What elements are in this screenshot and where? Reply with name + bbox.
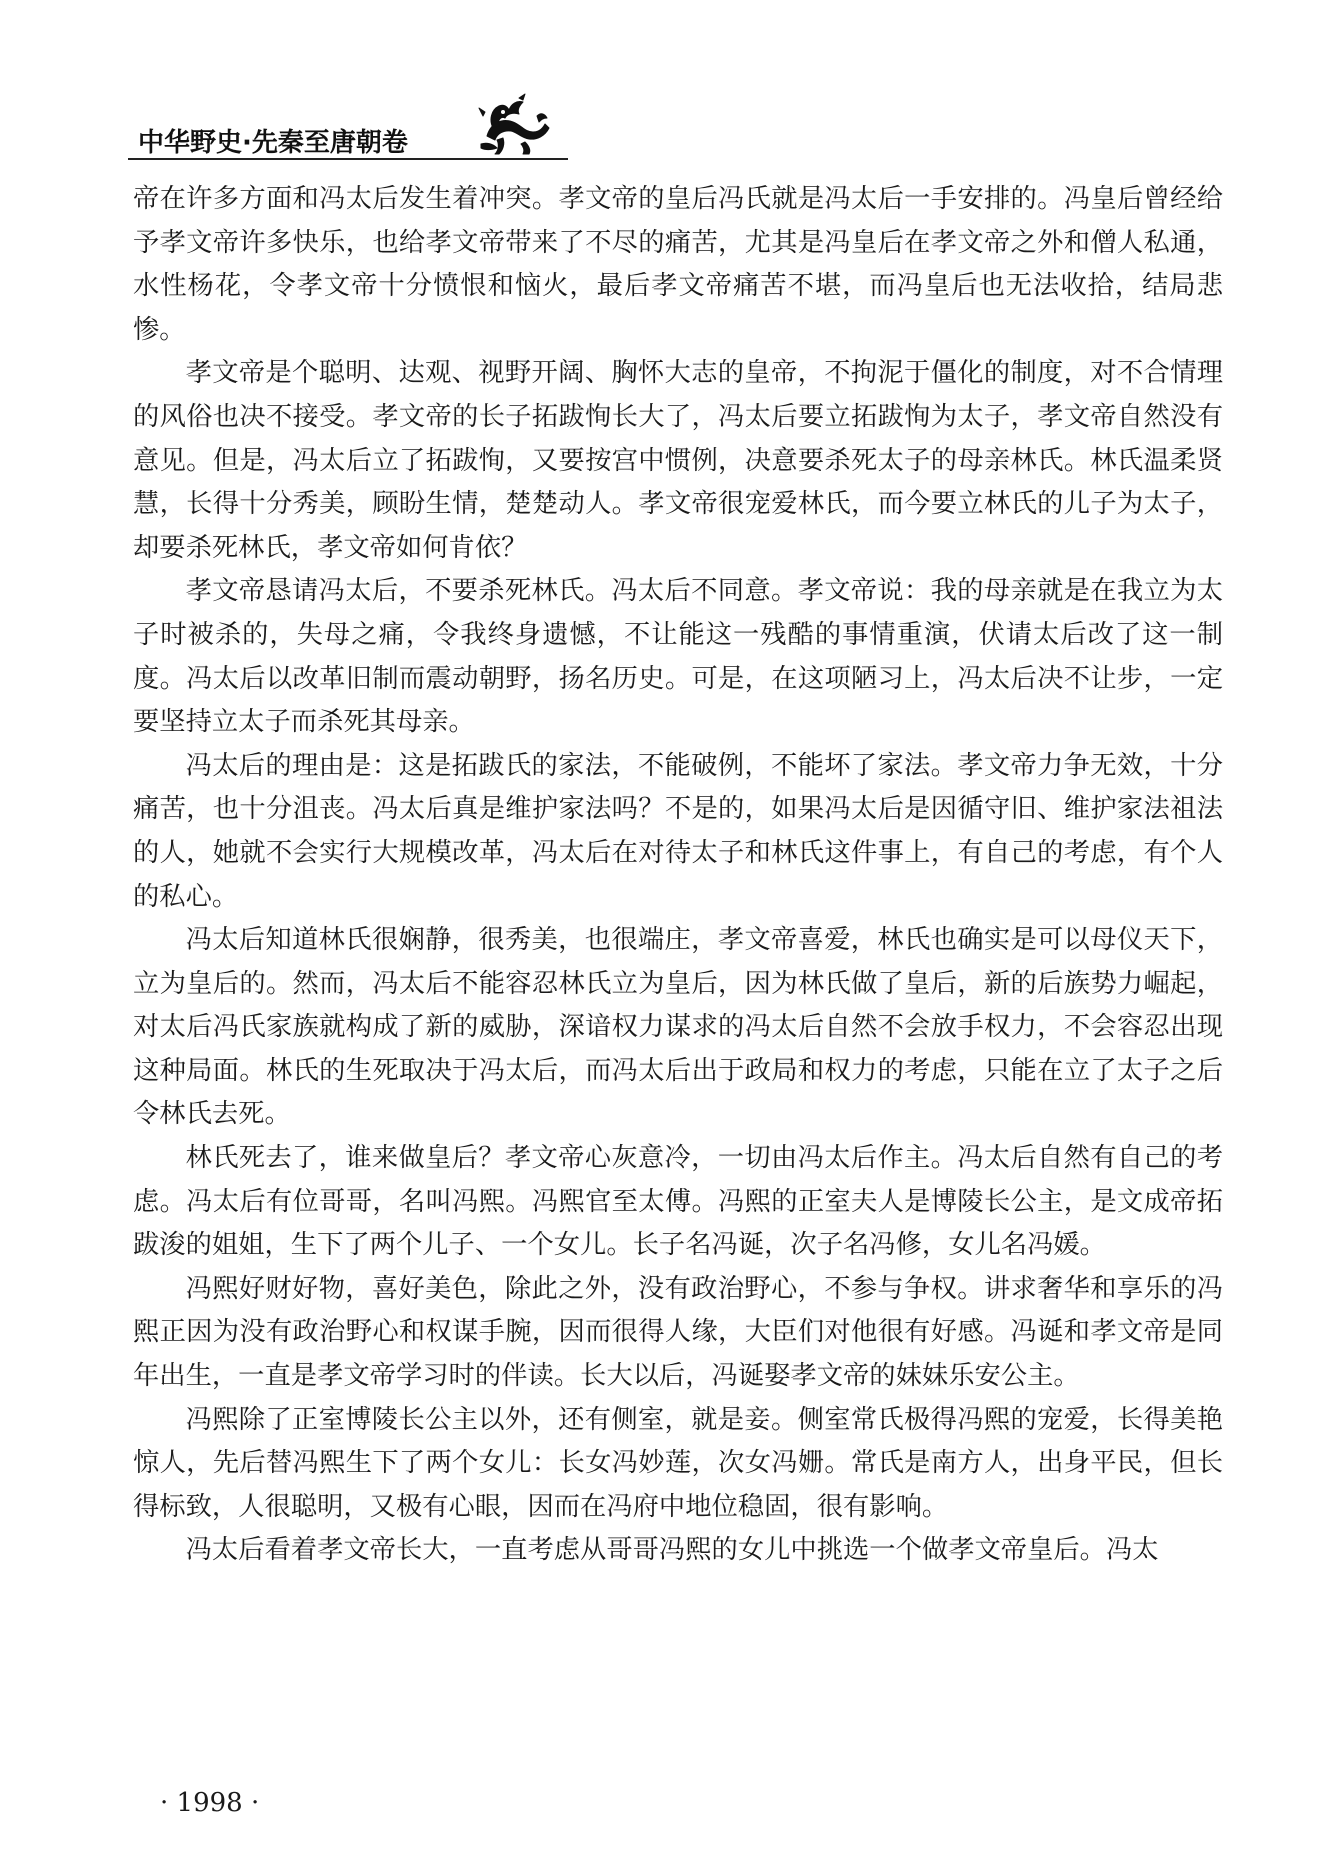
dragon-icon xyxy=(473,92,553,158)
paragraph: 帝在许多方面和冯太后发生着冲突。孝文帝的皇后冯氏就是冯太后一手安排的。冯皇后曾经给予孝文帝许多快乐，也给孝文帝带来了不尽的痛苦，尤其是冯皇后在孝文帝之外和僧人私通，水性杨花，令孝文帝十分愤恨和恼火，最后孝文帝痛苦不堪，而冯皇后也无法收拾，结局悲惨。 xyxy=(133,184,1223,345)
article-body xyxy=(133,178,1223,1573)
paragraph: 冯太后的理由是：这是拓跋氏的家法，不能破例，不能坏了家法。孝文帝力争无效，十分痛苦，也十分沮丧。冯太后真是维护家法吗？不是的，如果冯太后是因循守旧、维护家法祖法的人，她就不会实行大规模改革，冯太后在对待太子和林氏这件事上，有自己的考虑，有个人的私心。 xyxy=(133,750,1223,912)
paragraph: 冯太后知道林氏很娴静，很秀美，也很端庄，孝文帝喜爱，林氏也确实是可以母仪天下，立为皇后的。然而，冯太后不能容忍林氏立为皇后，因为林氏做了皇后，新的后族势力崛起，对太后冯氏家族就构成了新的威胁，深谙权力谋求的冯太后自然不会放手权力，不会容忍出现这种局面。林氏的生死取决于冯太后，而冯太后出于政局和权力的考虑，只能在立了太子之后令林氏去死。 xyxy=(133,925,1223,1130)
paragraph: 林氏死去了，谁来做皇后？孝文帝心灰意冷，一切由冯太后作主。冯太后自然有自己的考虑。冯太后有位哥哥，名叫冯熙。冯熙官至太傅。冯熙的正室夫人是博陵长公主，是文成帝拓跋浚的姐姐，生下了两个儿子、一个女儿。长子名冯诞，次子名冯修，女儿名冯媛。 xyxy=(133,1143,1223,1261)
paragraph: 冯熙好财好物，喜好美色，除此之外，没有政治野心，不参与争权。讲求奢华和享乐的冯熙正因为没有政治野心和权谋手腕，因而很得人缘，大臣们对他很有好感。冯诞和孝文帝是同年出生，一直是孝文帝学习时的伴读。长大以后，冯诞娶孝文帝的妹妹乐安公主。 xyxy=(133,1273,1223,1392)
book-title: 中华野史·先秦至唐朝卷 xyxy=(138,128,408,158)
running-header xyxy=(128,92,568,162)
header-rule xyxy=(128,158,568,160)
paragraph: 冯太后看着孝文帝长大，一直考虑从哥哥冯熙的女儿中挑选一个做孝文帝皇后。冯太 xyxy=(185,1535,1159,1566)
paragraph: 冯熙除了正室博陵长公主以外，还有侧室，就是妾。侧室常氏极得冯熙的宠爱，长得美艳惊人，先后替冯熙生下了两个女儿：长女冯妙莲，次女冯姗。常氏是南方人，出身平民，但长得标致，人很聪明，又极有心眼，因而在冯府中地位稳固，很有影响。 xyxy=(133,1404,1223,1522)
paragraph: 孝文帝恳请冯太后，不要杀死林氏。冯太后不同意。孝文帝说：我的母亲就是在我立为太子时被杀的，失母之痛，令我终身遗憾，不让能这一残酷的事情重演，伏请太后改了这一制度。冯太后以改革旧制而震动朝野，扬名历史。可是，在这项陋习上，冯太后决不让步，一定要坚持立太子而杀死其母亲。 xyxy=(133,576,1223,738)
paragraph: 孝文帝是个聪明、达观、视野开阔、胸怀大志的皇帝，不拘泥于僵化的制度，对不合情理的风俗也决不接受。孝文帝的长子拓跋恂长大了，冯太后要立拓跋恂为太子，孝文帝自然没有意见。但是，冯太后立了拓跋恂，又要按宫中惯例，决意要杀死太子的母亲林氏。林氏温柔贤慧，长得十分秀美，顾盼生情，楚楚动人。孝文帝很宠爱林氏，而今要立林氏的儿子为太子，却要杀死林氏，孝文帝如何肯依？ xyxy=(133,358,1223,563)
page-number: · 1998 · xyxy=(160,1788,260,1818)
